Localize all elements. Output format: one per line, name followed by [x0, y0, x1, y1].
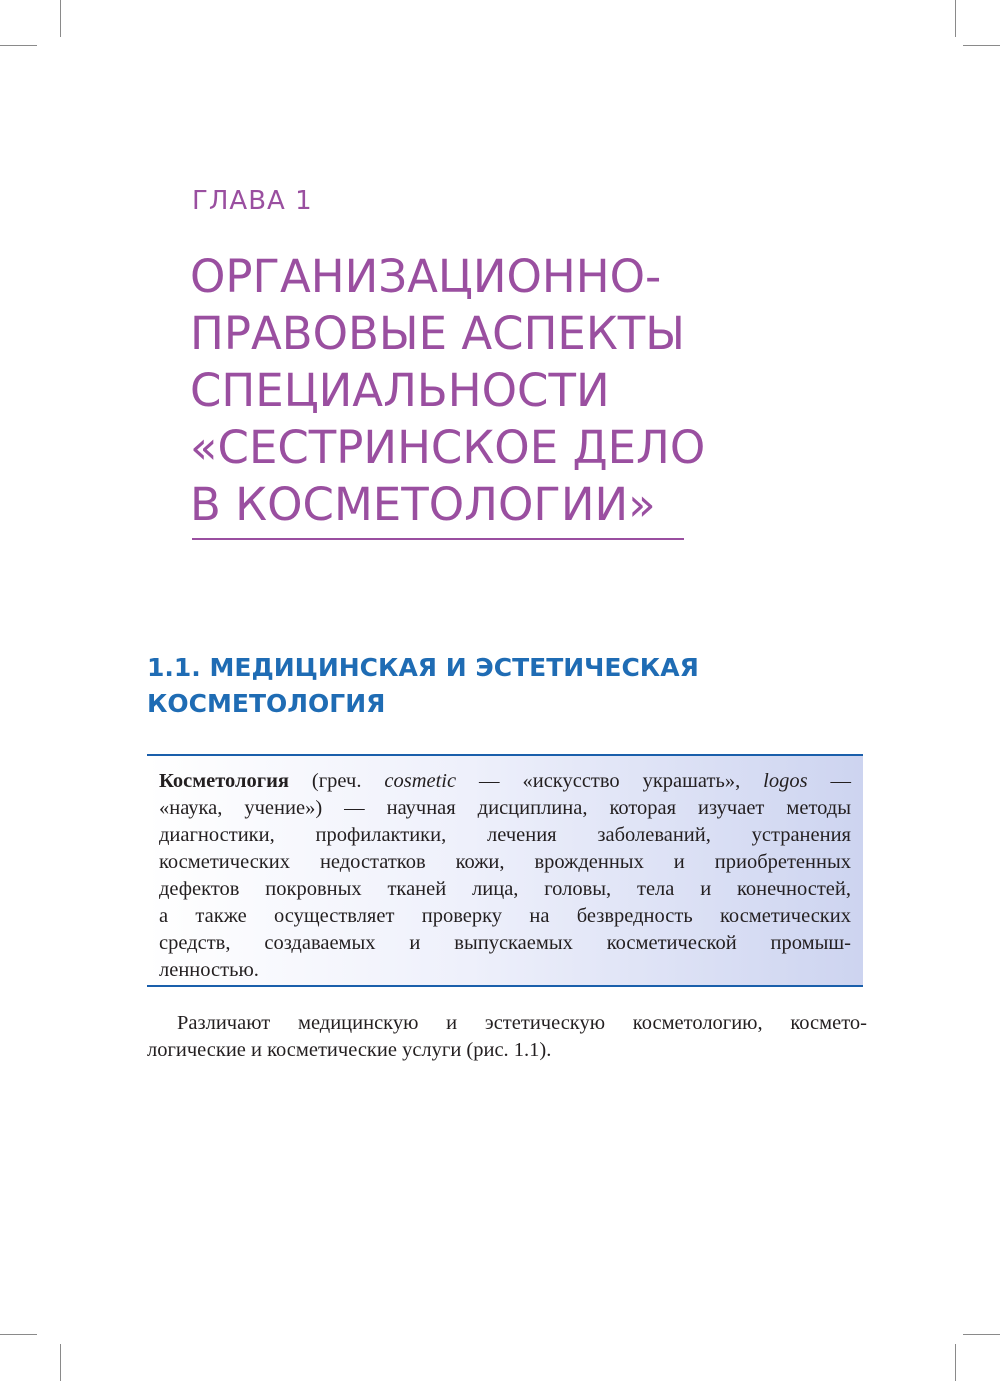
- chapter-title-line: ПРАВОВЫЕ АСПЕКТЫ: [190, 307, 685, 360]
- definition-line: средств, создаваемых и выпускаемых косметической промыш-: [159, 932, 851, 954]
- chapter-title-line: В КОСМЕТОЛОГИИ»: [190, 478, 656, 531]
- chapter-title-line: ОРГАНИЗАЦИОННО-: [190, 250, 662, 303]
- section-heading-line: 1.1. МЕДИЦИНСКАЯ И ЭСТЕТИЧЕСКАЯ: [147, 653, 699, 682]
- chapter-title-line: «СЕСТРИНСКОЕ ДЕЛО: [190, 421, 706, 474]
- body-paragraph: [147, 1010, 867, 1064]
- section-heading-line: КОСМЕТОЛОГИЯ: [147, 689, 386, 718]
- definition-line: дефектов покровных тканей лица, головы, тела и конечностей,: [159, 878, 851, 900]
- etymology-word: logos: [763, 770, 808, 792]
- section-heading: [147, 650, 847, 722]
- crop-mark: [60, 0, 61, 37]
- paragraph-line: логические и косметические услуги (рис. 1.1).: [147, 1039, 552, 1061]
- definition-text: [159, 768, 851, 984]
- definition-box: [147, 754, 863, 987]
- definition-line: [159, 768, 851, 795]
- paragraph-line: Различают медицинскую и эстетическую косметологию, космето-: [177, 1012, 867, 1034]
- chapter-title: [190, 248, 810, 533]
- definition-text-segment: — «искусство украшать»,: [456, 770, 764, 792]
- definition-line: косметических недостатков кожи, врожденных и приобретенных: [159, 851, 851, 873]
- crop-mark: [0, 45, 37, 46]
- crop-mark: [963, 45, 1000, 46]
- definition-line: ленностью.: [159, 959, 259, 981]
- crop-mark: [963, 1334, 1000, 1335]
- chapter-label: ГЛАВА 1: [192, 186, 313, 216]
- definition-line: а также осуществляет проверку на безвредность косметических: [159, 905, 851, 927]
- definition-text-segment: (греч.: [289, 770, 385, 792]
- chapter-title-line: СПЕЦИАЛЬНОСТИ: [190, 364, 610, 417]
- crop-mark: [60, 1344, 61, 1381]
- definition-line: «наука, учение») — научная дисциплина, которая изучает методы: [159, 797, 851, 819]
- etymology-word: cosmetic: [384, 770, 457, 792]
- definition-line: диагностики, профилактики, лечения заболеваний, устранения: [159, 824, 851, 846]
- definition-term: Косметология: [159, 770, 289, 792]
- definition-text-segment: —: [807, 770, 851, 792]
- crop-mark: [955, 0, 956, 37]
- crop-mark: [955, 1344, 956, 1381]
- crop-mark: [0, 1334, 37, 1335]
- title-underline: [192, 538, 684, 540]
